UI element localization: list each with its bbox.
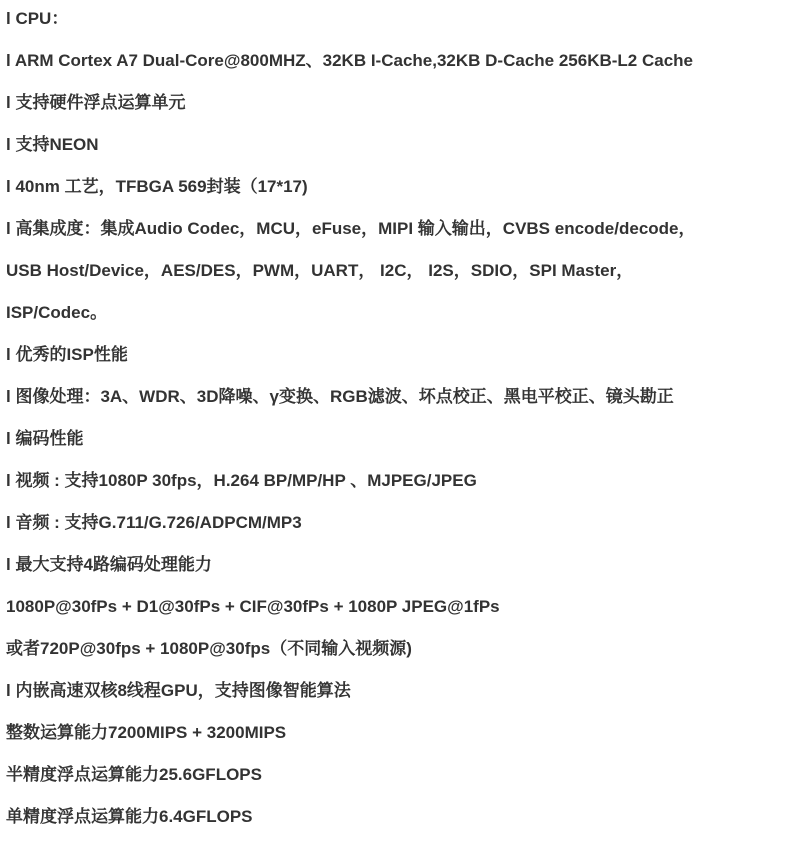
spec-line-half-precision: 半精度浮点运算能力25.6GFLOPS [6,765,262,784]
spec-line-gpu: l 内嵌高速双核8线程GPU，支持图像智能算法 [6,681,351,700]
spec-line-fpu: l 支持硬件浮点运算单元 [6,93,186,112]
spec-line-encode-combo-1: 1080P@30fPs + D1@30fPs + CIF@30fPs + 1080P JPEG@1fPs [6,597,500,616]
spec-document [6,0,796,838]
spec-line-cpu-core: l ARM Cortex A7 Dual-Core@800MHZ、32KB I-Cache,32KB D-Cache 256KB-L2 Cache [6,51,693,70]
spec-line-process: l 40nm 工艺，TFBGA 569封装（17*17) [6,177,308,196]
spec-line-image-processing: l 图像处理：3A、WDR、3D降噪、γ变换、RGB滤波、坏点校正、黑电平校正、镜头勘正 [6,387,674,406]
spec-line-max-encode: l 最大支持4路编码处理能力 [6,555,212,574]
spec-line-cpu-heading: l CPU： [6,9,69,28]
spec-line-single-precision: 单精度浮点运算能力6.4GFLOPS [6,807,253,826]
spec-line-neon: l 支持NEON [6,135,99,154]
spec-line-integration-end: ISP/Codec。 [6,303,108,322]
spec-line-integration: l 高集成度：集成Audio Codec，MCU，eFuse，MIPI 输入输出，CVBS encode/decode， [6,219,696,238]
spec-line-encode-heading: l 编码性能 [6,429,84,448]
spec-line-encode-combo-2: 或者720P@30fps + 1080P@30fps（不同输入视频源) [6,639,412,658]
spec-line-video: l 视频 : 支持1080P 30fps，H.264 BP/MP/HP 、MJPEG/JPEG [6,471,477,490]
spec-line-isp-heading: l 优秀的ISP性能 [6,345,128,364]
spec-line-integration-cont: USB Host/Device，AES/DES，PWM，UART， I2C， I2S，SDIO，SPI Master， [6,261,634,280]
spec-line-audio: l 音频 : 支持G.711/G.726/ADPCM/MP3 [6,513,302,532]
spec-line-integer-perf: 整数运算能力7200MIPS + 3200MIPS [6,723,287,742]
